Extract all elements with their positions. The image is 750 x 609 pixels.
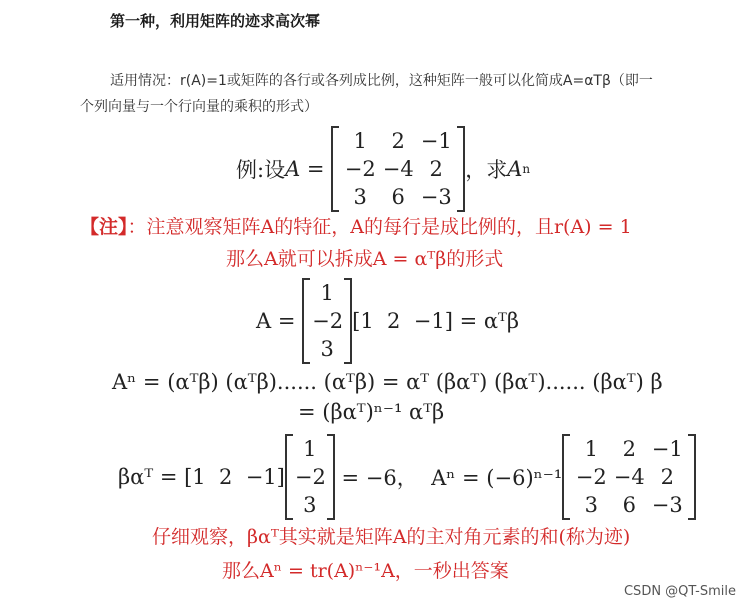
vector-cell: 1 <box>303 437 317 461</box>
decomp-lhs: A = <box>256 309 303 333</box>
vector-cell: −2 <box>294 465 326 489</box>
csdn-watermark: CSDN @QT-Smile <box>623 584 736 599</box>
column-vector <box>302 280 352 362</box>
section-heading: 第一种，利用矩阵的迹求高次幂 <box>110 12 321 30</box>
vector-cell: −2 <box>312 309 344 333</box>
power-line-1: Aⁿ = (αᵀβ) (αᵀβ)...... (αᵀβ) = αᵀ (βαᵀ) (βαᵀ)...... (βαᵀ) β <box>112 370 663 394</box>
power-line-2: = (βαᵀ)ⁿ⁻¹ αᵀβ <box>298 400 445 424</box>
matrix-cell: 1 <box>584 437 598 461</box>
matrix-cell: −2 <box>575 465 607 489</box>
trace-equation <box>118 436 696 518</box>
note-text-1: ：注意观察矩阵A的特征，A的每行是成比例的，且r(A) = 1 <box>127 216 632 238</box>
note-line-1 <box>80 212 632 239</box>
decomposition-equation <box>256 280 519 362</box>
example-target-sup: n <box>522 162 531 176</box>
matrix-cell: 3 <box>353 185 367 209</box>
matrix-cell: 1 <box>353 129 367 153</box>
example-eq: = <box>300 157 332 181</box>
intro-line-2: 个列向量与一个行向量的乘积的形式） <box>80 99 318 115</box>
intro-line-1: 适用情况：r(A)=1或矩阵的各行或各列成比例，这种矩阵一般可以化简成A=αTβ（即一 <box>110 73 653 89</box>
matrix-cell: 3 <box>584 493 598 517</box>
conclusion-line-1: 仔细观察，βαᵀ其实就是矩阵A的主对角元素的和(称为迹) <box>152 526 631 548</box>
trace-lhs: βαᵀ = [1 2 −1] <box>118 465 285 489</box>
matrix-cell: 2 <box>660 465 674 489</box>
matrix-cell: −4 <box>613 465 645 489</box>
example-matrix <box>331 128 465 210</box>
vector-cell: 3 <box>320 337 334 361</box>
vector-cell: 1 <box>320 281 334 305</box>
matrix-cell: −3 <box>420 185 452 209</box>
trace-matrix <box>562 436 696 518</box>
matrix-cell: 6 <box>622 493 636 517</box>
matrix-cell: −2 <box>344 157 376 181</box>
matrix-cell: −1 <box>651 437 683 461</box>
matrix-cell: −4 <box>382 157 414 181</box>
decomp-row: [1 2 −1] <box>352 309 453 333</box>
example-var: A <box>285 157 301 181</box>
example-prefix: 例:设 <box>236 158 286 182</box>
conclusion-line-2: 那么Aⁿ = tr(A)ⁿ⁻¹A，一秒出答案 <box>222 560 509 582</box>
trace-mid: = −6， Aⁿ = (−6)ⁿ⁻¹ <box>334 466 563 490</box>
matrix-cell: 2 <box>622 437 636 461</box>
matrix-cell: 6 <box>391 185 405 209</box>
note-tag: 【注】 <box>80 216 128 238</box>
matrix-cell: 2 <box>391 129 405 153</box>
matrix-cell: −3 <box>651 493 683 517</box>
example-equation <box>236 128 530 210</box>
note-line-2: 那么A就可以拆成A = αᵀβ的形式 <box>226 248 504 270</box>
example-target: A <box>507 157 523 181</box>
decomp-rhs: = αᵀβ <box>452 309 519 333</box>
vector-cell: 3 <box>303 493 317 517</box>
column-vector <box>285 436 335 518</box>
matrix-cell: −1 <box>420 129 452 153</box>
matrix-cell: 2 <box>429 157 443 181</box>
example-suffix: ，求 <box>465 158 508 182</box>
